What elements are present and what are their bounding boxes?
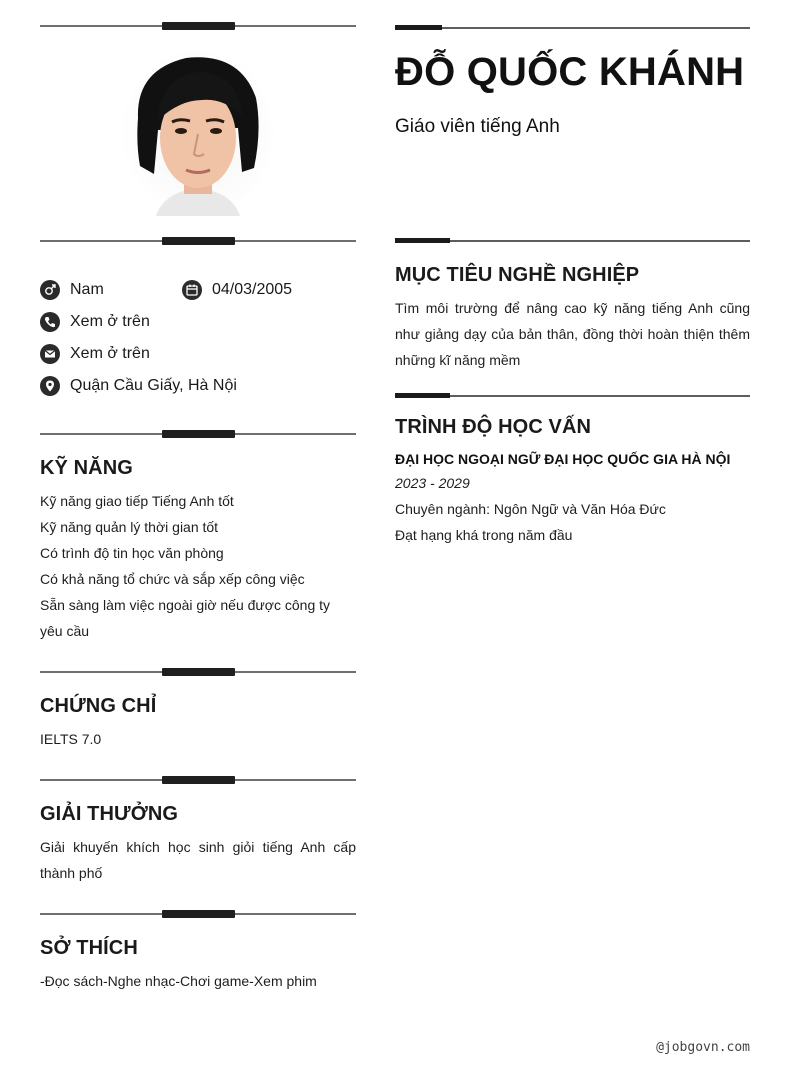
divider-awards bbox=[40, 776, 356, 785]
skills-list bbox=[40, 488, 356, 644]
skill-item: Kỹ năng giao tiếp Tiếng Anh tốt bbox=[40, 493, 234, 509]
avatar bbox=[120, 50, 276, 216]
watermark: @jobgovn.com bbox=[656, 1040, 750, 1055]
divider-objective bbox=[395, 238, 750, 244]
education-block bbox=[395, 450, 750, 548]
job-title: Giáo viên tiếng Anh bbox=[395, 116, 560, 137]
phone-icon bbox=[40, 312, 60, 332]
address-row bbox=[40, 375, 237, 397]
education-title: TRÌNH ĐỘ HỌC VẤN bbox=[395, 416, 592, 438]
skill-item: Có khả năng tổ chức và sắp xếp công việc bbox=[40, 571, 305, 587]
divider-info bbox=[40, 237, 356, 246]
certificate-item: IELTS 7.0 bbox=[40, 731, 102, 747]
certificates-title: CHỨNG CHỈ bbox=[40, 695, 157, 717]
education-note: Đạt hạng khá trong năm đầu bbox=[395, 527, 573, 543]
education-period: 2023 - 2029 bbox=[395, 475, 470, 491]
birthdate-value: 04/03/2005 bbox=[212, 281, 293, 298]
education-major: Chuyên ngành: Ngôn Ngữ và Văn Hóa Đức bbox=[395, 501, 666, 517]
divider-top-right bbox=[395, 25, 750, 31]
awards-text: Giải khuyến khích học sinh giỏi tiếng Anh cấp thành phố bbox=[40, 839, 356, 881]
divider-education bbox=[395, 393, 750, 399]
gender-row bbox=[40, 279, 104, 301]
divider-top-left bbox=[40, 22, 356, 31]
phone-row bbox=[40, 311, 150, 333]
divider-skills bbox=[40, 430, 356, 439]
hobbies-title: SỞ THÍCH bbox=[40, 937, 138, 959]
divider-certificates bbox=[40, 668, 356, 677]
phone-value: Xem ở trên bbox=[70, 313, 150, 330]
email-value: Xem ở trên bbox=[70, 345, 150, 362]
objective-text: Tìm môi trường để nâng cao kỹ năng tiếng Anh cũng như giảng dạy của bản thân, đồng thời hoàn thiện thêm những kĩ năng mềm bbox=[395, 300, 750, 368]
email-icon bbox=[40, 344, 60, 364]
divider-hobbies bbox=[40, 910, 356, 919]
location-icon bbox=[40, 376, 60, 396]
skill-item: Kỹ năng quản lý thời gian tốt bbox=[40, 519, 219, 535]
gender-icon bbox=[40, 280, 60, 300]
candidate-name: ĐỖ QUỐC KHÁNH bbox=[395, 50, 745, 94]
skill-item: Có trình độ tin học văn phòng bbox=[40, 545, 224, 561]
address-value: Quận Cầu Giấy, Hà Nội bbox=[70, 377, 237, 394]
birthdate-row bbox=[182, 279, 292, 301]
skill-item: Sẵn sàng làm việc ngoài giờ nếu được công ty yêu cầu bbox=[40, 597, 331, 639]
skills-title: KỸ NĂNG bbox=[40, 457, 133, 479]
calendar-icon bbox=[182, 280, 202, 300]
awards-title: GIẢI THƯỞNG bbox=[40, 803, 179, 825]
certificates-list bbox=[40, 726, 356, 752]
gender-value: Nam bbox=[70, 281, 104, 298]
education-school: ĐẠI HỌC NGOẠI NGỮ ĐẠI HỌC QUỐC GIA HÀ NỘI bbox=[395, 451, 731, 467]
hobbies-text: -Đọc sách-Nghe nhạc-Chơi game-Xem phim bbox=[40, 973, 317, 989]
email-row bbox=[40, 343, 150, 365]
objective-title: MỤC TIÊU NGHỀ NGHIỆP bbox=[395, 264, 640, 286]
